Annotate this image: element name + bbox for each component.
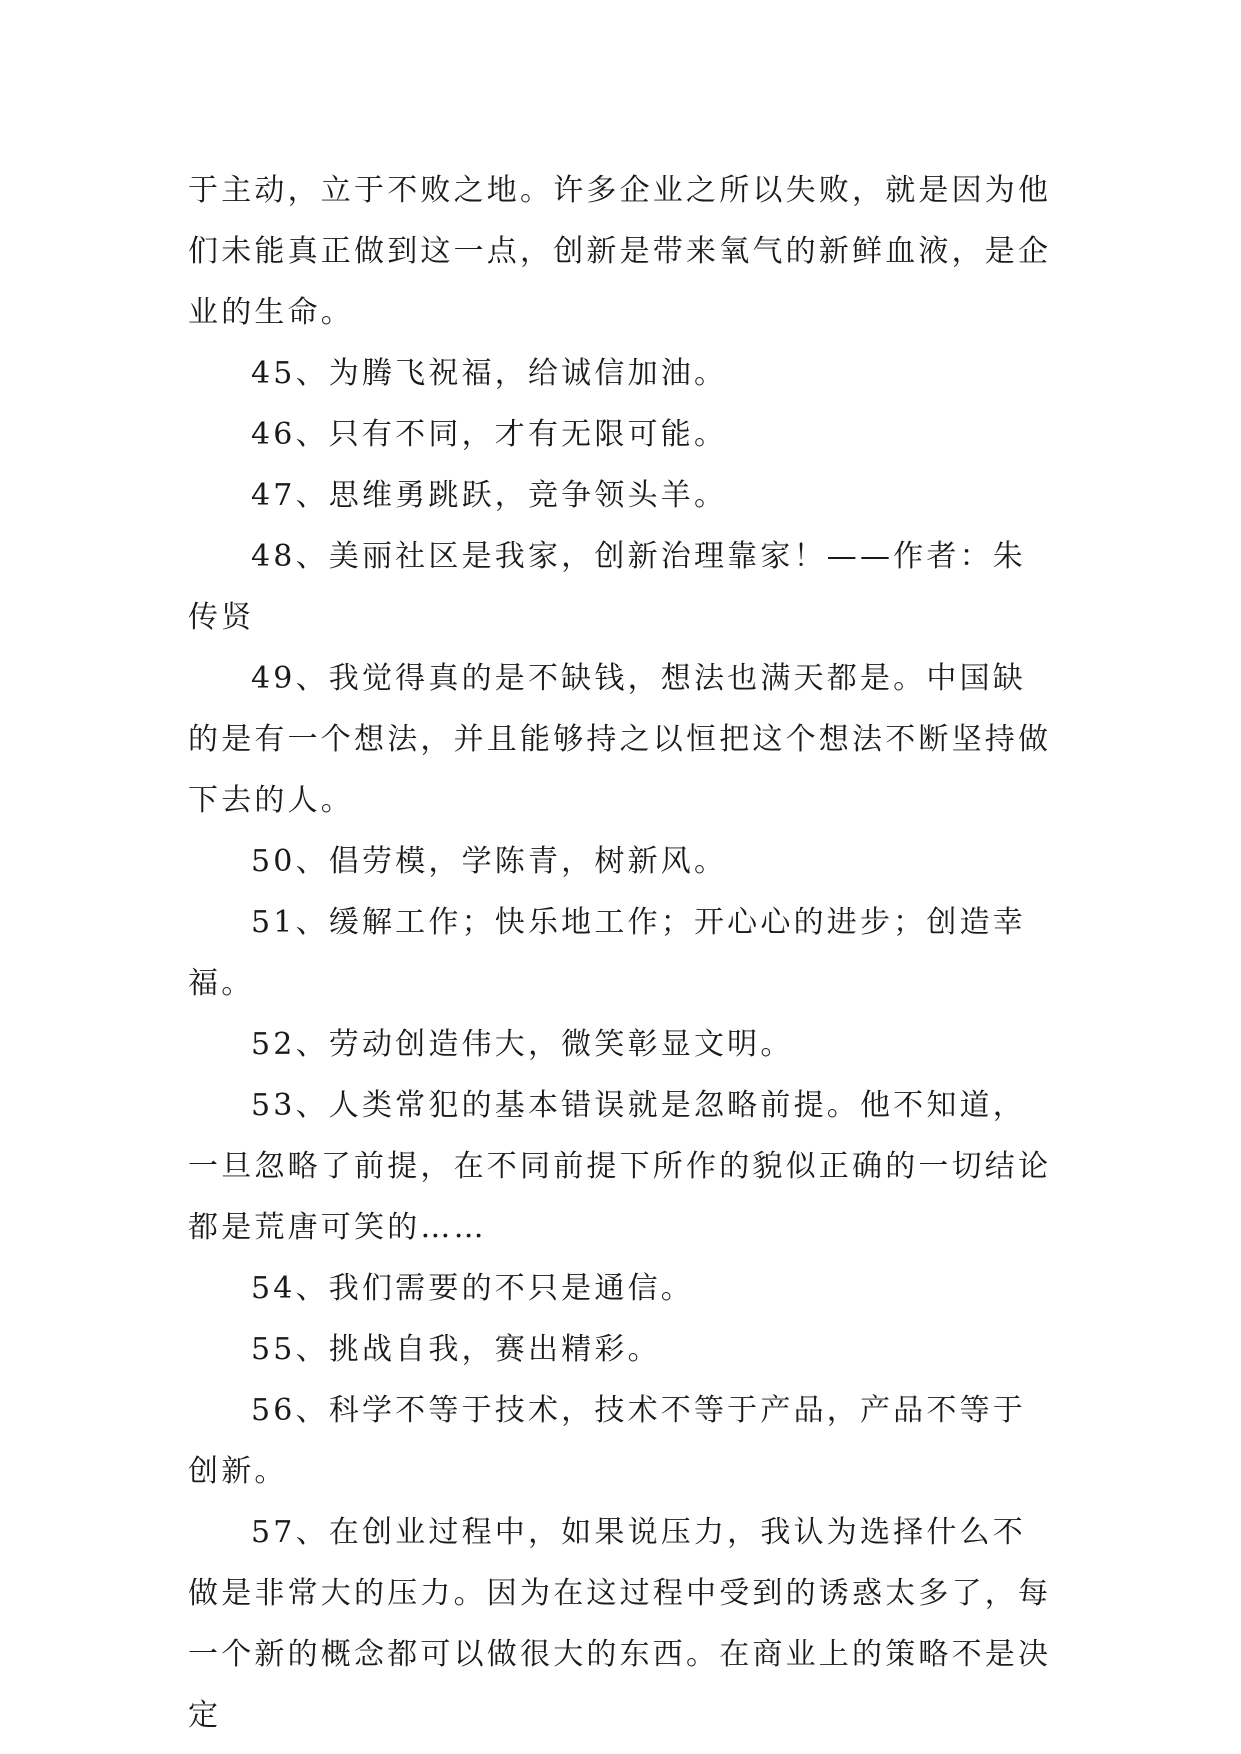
paragraph-item-52: 52、劳动创造伟大，微笑彰显文明。 bbox=[251, 1027, 794, 1062]
paragraph-item-45: 45、为腾飞祝福，给诚信加油。 bbox=[251, 356, 728, 391]
paragraph-item-50: 50、倡劳模，学陈青，树新风。 bbox=[251, 844, 728, 879]
paragraph-item-54: 54、我们需要的不只是通信。 bbox=[251, 1271, 694, 1306]
paragraph-item-56: 56、科学不等于技术，技术不等于产品，产品不等于创新。 bbox=[188, 1393, 1026, 1489]
body-text bbox=[188, 160, 1054, 1746]
paragraph-item-47: 47、思维勇跳跃，竞争领头羊。 bbox=[251, 478, 728, 513]
paragraph-item-57: 57、在创业过程中，如果说压力，我认为选择什么不做是非常大的压力。因为在这过程中受到的诱惑太多了，每一个新的概念都可以做很大的东西。在商业上的策略不是决定 bbox=[188, 1515, 1052, 1733]
paragraph-item-48: 48、美丽社区是我家，创新治理靠家！——作者：朱传贤 bbox=[188, 539, 1026, 635]
paragraph-item-51: 51、缓解工作；快乐地工作；开心心的进步；创造幸福。 bbox=[188, 905, 1026, 1001]
paragraph-item-53: 53、人类常犯的基本错误就是忽略前提。他不知道，一旦忽略了前提，在不同前提下所作的貌似正确的一切结论都是荒唐可笑的…… bbox=[188, 1088, 1052, 1245]
paragraph-continuation: 于主动，立于不败之地。许多企业之所以失败，就是因为他们未能真正做到这一点，创新是带来氧气的新鲜血液，是企业的生命。 bbox=[188, 173, 1052, 330]
paragraph-item-49: 49、我觉得真的是不缺钱，想法也满天都是。中国缺的是有一个想法，并且能够持之以恒把这个想法不断坚持做下去的人。 bbox=[188, 661, 1052, 818]
paragraph-item-46: 46、只有不同，才有无限可能。 bbox=[251, 417, 728, 452]
paragraph-item-55: 55、挑战自我，赛出精彩。 bbox=[251, 1332, 661, 1367]
